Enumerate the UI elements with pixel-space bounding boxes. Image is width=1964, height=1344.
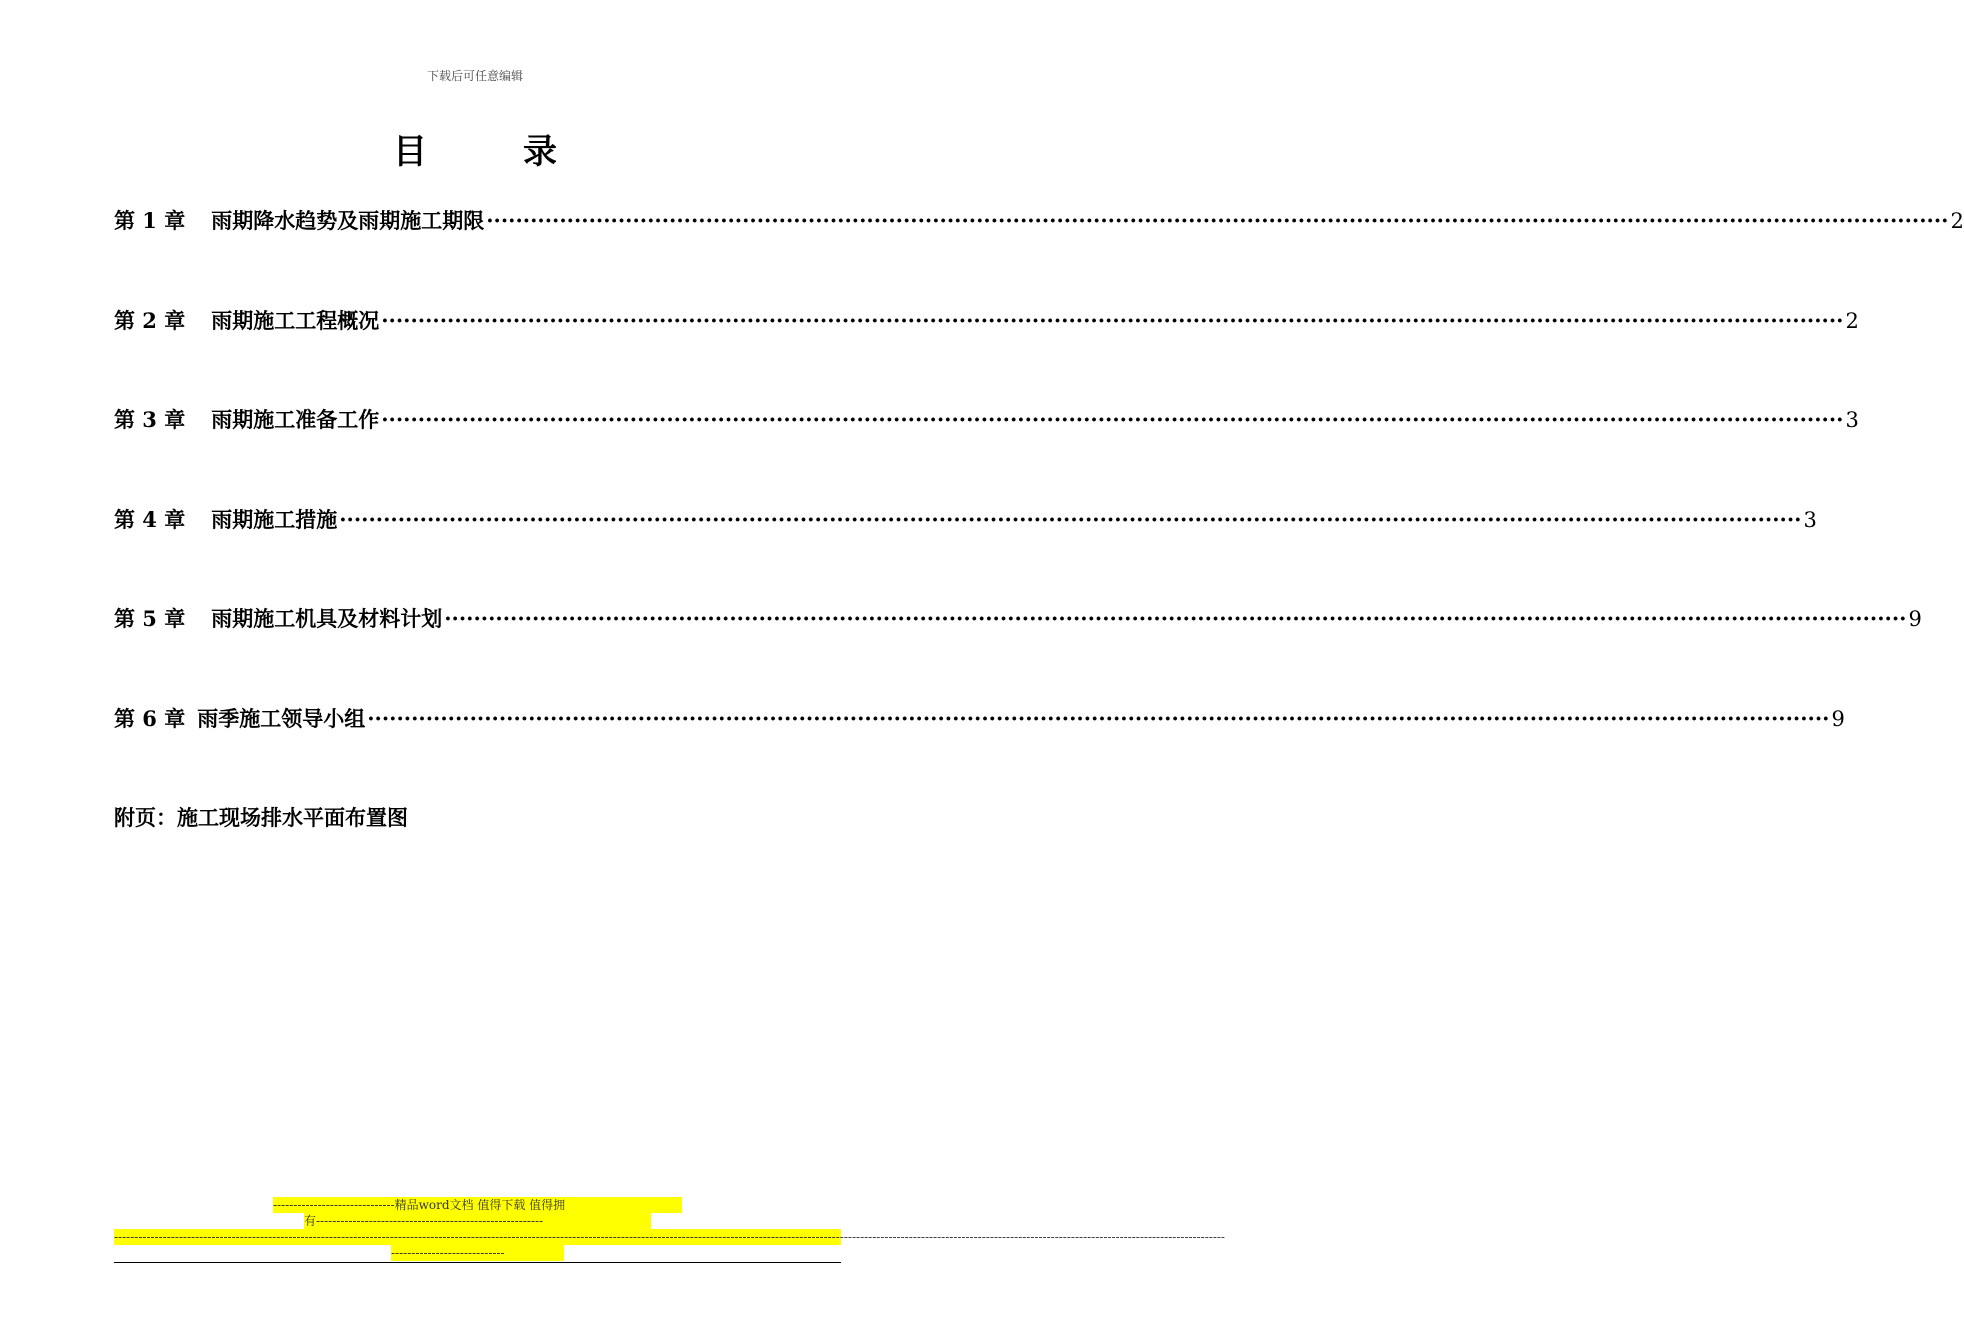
toc-chapter: 第 3 章 — [114, 407, 186, 432]
toc-chapter: 第 2 章 — [114, 308, 186, 333]
toc-entry-1[interactable] — [114, 205, 1964, 237]
footer-watermark-line-3: ---------------------------------------------------------------------------------------------------------------------------------------------------------------------------------------------------------------------------------------------------------------------------------- — [114, 1230, 1225, 1244]
toc-entry-4[interactable] — [114, 504, 1817, 536]
toc-entry-5[interactable] — [114, 603, 1922, 635]
toc-entry-3[interactable] — [114, 404, 1859, 436]
toc-leader: ········································································································································································································ — [444, 606, 1907, 631]
page-title — [0, 124, 950, 173]
toc-leader: ········································································································································································································ — [381, 407, 1844, 432]
toc-title: 雨期降水趋势及雨期施工期限 — [211, 208, 485, 233]
toc-page-number: 9 — [1908, 607, 1922, 631]
footer-rule — [114, 1262, 841, 1263]
toc-chapter: 第 4 章 — [114, 507, 186, 532]
toc-title: 雨期施工机具及材料计划 — [211, 606, 443, 631]
title-char-2: 录 — [523, 132, 557, 172]
toc-page-number: 3 — [1845, 408, 1859, 432]
toc-chapter: 第 5 章 — [114, 606, 186, 631]
toc-page-number: 9 — [1831, 707, 1845, 731]
toc-title: 雨期施工工程概况 — [211, 308, 380, 333]
toc-title: 雨季施工领导小组 — [197, 706, 366, 731]
page-header: 下载后可任意编辑 — [426, 69, 523, 83]
footer-watermark-line-4: ---------------------------- — [391, 1245, 564, 1261]
toc-chapter: 第 1 章 — [114, 208, 186, 233]
toc-title: 雨期施工准备工作 — [211, 407, 380, 432]
toc-page-number: 2 — [1845, 309, 1859, 333]
toc-title: 雨期施工措施 — [211, 507, 338, 532]
toc-entry-6[interactable] — [114, 703, 1845, 735]
title-char-1: 目 — [393, 132, 427, 172]
toc-leader: ········································································································································································································ — [367, 706, 1830, 731]
toc-page-number: 3 — [1803, 508, 1817, 532]
footer-watermark-line-1: ------------------------------精品word文档 值得下载 值得拥 — [273, 1197, 682, 1213]
toc-leader: ········································································································································································································ — [339, 507, 1802, 532]
appendix-entry[interactable]: 附页：施工现场排水平面布置图 — [114, 805, 408, 830]
toc-chapter: 第 6 章 — [114, 706, 186, 731]
toc-page-number: 2 — [1950, 209, 1964, 233]
footer-watermark-line-2: 有-------------------------------------------------------- — [304, 1213, 651, 1229]
toc-entry-2[interactable] — [114, 305, 1859, 337]
toc-leader: ········································································································································································································ — [486, 208, 1949, 233]
toc-leader: ········································································································································································································ — [381, 308, 1844, 333]
